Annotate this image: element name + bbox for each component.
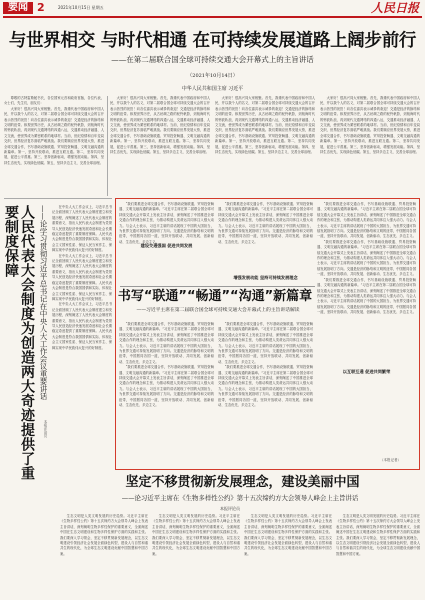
main-article-column-2 [110,96,210,196]
page-number: 2 [37,1,45,14]
main-article-text: 大家好！很高兴同大家相聚。首先，我谨代表中国政府和中国人民，并以我个人的名义，对第二届联合国全球可持续交通大会的召开表示热烈的祝贺！向各位嘉宾表示诚挚的欢迎！交通是经济的脉络和文明的纽带。纵观世界历史，从古丝绸之路的驼铃帆影，到航海时代的劈波斩浪，再到现代交通网络的四通八达，交通推动经济融通、人文交流，使世界成为紧密联系的地球村。当前，世纪疫情和百年变局交织，世界经济复苏面临严峻挑战。我们要顺应世界发展大势，推进全球交通合作，书写基础设施联通、贸易投资畅通、文明交融沟通的新篇章。第一，坚持开放联动，推进互联互通。第二，坚持共同发展，促进公平普惠。第三，坚持创新驱动，增强发展动能。第四，坚持生态优先，实现绿色低碳。第五，坚持多边主义，完善全球治理。 [215,96,315,155]
vertical-article-body [52,205,112,470]
boxed-article-text: “我们要推进全球交通合作，书写基础设施联通、贸易投资畅通、文明交融沟通的新篇章。”习近平主席在第二届联合国全球可持续交通大会开幕式上发表主旨讲话，深刻阐述了中国推进全球交通合作的理念和主张，为推动构建人类命运共同体注入强大动力。与会人士表示，习近平主席的讲话展现了中国的大国担当，为世界交通可持续发展指明了方向。交通是经济的脉络和文明的纽带，中国愿同各国一道，坚持开放联动、共同发展、创新驱动、生态优先、多边主义。 [119,365,214,408]
bottom-article-text: 生态文明是人类文明发展的历史趋势。习近平主席在《生物多样性公约》第十五次缔约方大会领导人峰会上发表主旨讲话，深刻阐明生物多样性保护的重要意义，全面阐述中国在生态文明建设和生物多样性保护方面的实践和主张。我们要深入学习领会，坚定不移贯彻新发展理念，以生态文明建设引领经济社会发展全面绿色转型，建设人与自然和谐共生的现代化，为全球生态文明建设贡献中国智慧和中国方案。 [60,514,148,556]
section-label: 要闻 [3,2,33,14]
header-rule [3,16,422,18]
boxed-title-rule [120,286,315,287]
masthead-logo: 人民日报 [370,1,419,15]
boxed-article-text: “我们要推进全球交通合作，书写基础设施联通、贸易投资畅通、文明交融沟通的新篇章。”习近平主席在第二届联合国全球可持续交通大会开幕式上发表主旨讲话，深刻阐述了中国推进全球交通合作的理念和主张，为推动构建人类命运共同体注入强大动力。与会人士表示，习近平主席的讲话展现了中国的大国担当，为世界交通可持续发展指明了方向。交通是经济的脉络和文明的纽带，中国愿同各国一道，坚持开放联动、共同发展、创新驱动、生态优先、多边主义。 [119,202,214,244]
boxed-article-text: “我们要推进全球交通合作，书写基础设施联通、贸易投资畅通、文明交融沟通的新篇章。”习近平主席在第二届联合国全球可持续交通大会开幕式上发表主旨讲话，深刻阐述了中国推进全球交通合作的理念和主张，为推动构建人类命运共同体注入强大动力。与会人士表示，习近平主席的讲话展现了中国的大国担当，为世界交通可持续发展指明了方向。交通是经济的脉络和文明的纽带，中国愿同各国一道，坚持开放联动、共同发展、创新驱动、生态优先、多边主义。 [218,365,313,408]
vertical-article-text: 在中央人大工作会议上，习近平总书记全面回顾了人民代表大会制度建立和发展历程，深刻阐述了人民代表大会制度的重要意义，指出人民代表大会制度为党领导人民创造经济快速发展奇迹和社会长期稳定奇迹提供了重要制度保障。人民代表大会制度是符合我国国情和实际、体现社会主义国家性质、保证人民当家作主、保障实现中华民族伟大复兴的好制度。 [52,302,112,350]
boxed-article-text: “我们要推进全球交通合作，书写基础设施联通、贸易投资畅通、文明交融沟通的新篇章。”习近平主席在第二届联合国全球可持续交通大会开幕式上发表主旨讲话，深刻阐述了中国推进全球交通合作的理念和主张，为推动构建人类命运共同体注入强大动力。与会人士表示，习近平主席的讲话展现了中国的大国担当，为世界交通可持续发展指明了方向。交通是经济的脉络和文明的纽带，中国愿同各国一道，坚持开放联动、共同发展、创新驱动、生态优先、多边主义。 [317,277,416,315]
vertical-article-text: 在中央人大工作会议上，习近平总书记全面回顾了人民代表大会制度建立和发展历程，深刻阐述了人民代表大会制度的重要意义，指出人民代表大会制度为党领导人民创造经济快速发展奇迹和社会长期稳定奇迹提供了重要制度保障。人民代表大会制度是符合我国国情和实际、体现社会主义国家性质、保证人民当家作主、保障实现中华民族伟大复兴的好制度。 [52,205,112,253]
main-subtitle: ——在第二届联合国全球可持续交通大会开幕式上的主旨讲话 [111,55,314,64]
main-article-column-4 [320,96,420,196]
bottom-subtitle: ——论习近平主席在《生物多样性公约》第十五次缔约方大会领导人峰会上主旨讲话 [121,494,359,502]
section-divider [4,198,112,199]
main-article-greeting: 尊敬的古特雷斯秘书长，各位国家元首和政府首脑，各位代表，女士们，先生们，朋友们： [4,96,104,106]
bottom-article-text: 生态文明是人类文明发展的历史趋势。习近平主席在《生物多样性公约》第十五次缔约方大会领导人峰会上发表主旨讲话，深刻阐明生物多样性保护的重要意义，全面阐述中国在生态文明建设和生物多样性保护方面的实践和主张。我们要深入学习领会，坚定不移贯彻新发展理念，以生态文明建设引领经济社会发展全面绿色转型，建设人与自然和谐共生的现代化，为全球生态文明建设贡献中国智慧和中国方案。 [244,514,332,556]
main-article-column-3 [215,96,315,196]
main-article-text: 大家好！很高兴同大家相聚。首先，我谨代表中国政府和中国人民，并以我个人的名义，对第二届联合国全球可持续交通大会的召开表示热烈的祝贺！向各位嘉宾表示诚挚的欢迎！交通是经济的脉络和文明的纽带。纵观世界历史，从古丝绸之路的驼铃帆影，到航海时代的劈波斩浪，再到现代交通网络的四通八达，交通推动经济融通、人文交流，使世界成为紧密联系的地球村。当前，世纪疫情和百年变局交织，世界经济复苏面临严峻挑战。我们要顺应世界发展大势，推进全球交通合作，书写基础设施联通、贸易投资畅通、文明交融沟通的新篇章。第一，坚持开放联动，推进互联互通。第二，坚持共同发展，促进公平普惠。第三，坚持创新驱动，增强发展动能。第四，坚持生态优先，实现绿色低碳。第五，坚持多边主义，完善全球治理。 [110,96,210,155]
vertical-article-text: 在中央人大工作会议上，习近平总书记全面回顾了人民代表大会制度建立和发展历程，深刻阐述了人民代表大会制度的重要意义，指出人民代表大会制度为党领导人民创造经济快速发展奇迹和社会长期稳定奇迹提供了重要制度保障。人民代表大会制度是符合我国国情和实际、体现社会主义国家性质、保证人民当家作主、保障实现中华民族伟大复兴的好制度。 [52,253,112,301]
boxed-article-column-3 [317,202,416,467]
boxed-article-text: “我们要推进全球交通合作，书写基础设施联通、贸易投资畅通、文明交融沟通的新篇章。”习近平主席在第二届联合国全球可持续交通大会开幕式上发表主旨讲话，深刻阐述了中国推进全球交通合作的理念和主张，为推动构建人类命运共同体注入强大动力。与会人士表示，习近平主席的讲话展现了中国的大国担当，为世界交通可持续发展指明了方向。交通是经济的脉络和文明的纽带，中国愿同各国一道，坚持开放联动、共同发展、创新驱动、生态优先、多边主义。 [317,239,416,277]
bottom-byline: 本报评论员 [220,506,240,511]
bottom-article-column-3 [244,514,332,598]
boxed-subtitle: ——习近平主席在第二届联合国全球可持续交通大会开幕式上的主旨讲话解读 [136,308,300,313]
boxed-article-column-4 [119,322,214,466]
main-article-column-1 [4,96,104,196]
boxed-subhead-2: 增强发展动能 坚持可持续发展理念 [233,275,298,280]
boxed-headline: 书写“联通”“畅通”“沟通”新篇章 [117,289,313,304]
column-divider [107,96,108,196]
boxed-article-text: “我们要推进全球交通合作，书写基础设施联通、贸易投资畅通、文明交融沟通的新篇章。”习近平主席在第二届联合国全球可持续交通大会开幕式上发表主旨讲话，深刻阐述了中国推进全球交通合作的理念和主张，为推动构建人类命运共同体注入强大动力。与会人士表示，习近平主席的讲话展现了中国的大国担当，为世界交通可持续发展指明了方向。交通是经济的脉络和文明的纽带，中国愿同各国一道，坚持开放联动、共同发展、创新驱动、生态优先、多边主义。 [218,322,313,364]
main-article-text: 大家好！很高兴同大家相聚。首先，我谨代表中国政府和中国人民，并以我个人的名义，对第二届联合国全球可持续交通大会的召开表示热烈的祝贺！向各位嘉宾表示诚挚的欢迎！交通是经济的脉络和文明的纽带。纵观世界历史，从古丝绸之路的驼铃帆影，到航海时代的劈波斩浪，再到现代交通网络的四通八达，交通推动经济融通、人文交流，使世界成为紧密联系的地球村。当前，世纪疫情和百年变局交织，世界经济复苏面临严峻挑战。我们要顺应世界发展大势，推进全球交通合作，书写基础设施联通、贸易投资畅通、文明交融沟通的新篇章。第一，坚持开放联动，推进互联互通。第二，坚持共同发展，促进公平普惠。第三，坚持创新驱动，增强发展动能。第四，坚持生态优先，实现绿色低碳。第五，坚持多边主义，完善全球治理。 [4,106,104,165]
bottom-article-column-1 [60,514,148,598]
boxed-subhead-1: 建设交通强国 促进共同发展 [140,243,193,248]
bottom-headline: 坚定不移贯彻新发展理念，建设美丽中国 [125,475,360,490]
boxed-article-column-2 [218,202,313,284]
bottom-article-text: 生态文明是人类文明发展的历史趋势。习近平主席在《生物多样性公约》第十五次缔约方大会领导人峰会上发表主旨讲话，深刻阐明生物多样性保护的重要意义，全面阐述中国在生态文明建设和生物多样性保护方面的实践和主张。我们要深入学习领会，坚定不移贯彻新发展理念，以生态文明建设引领经济社会发展全面绿色转型，建设人与自然和谐共生的现代化，为全球生态文明建设贡献中国智慧和中国方案。 [336,514,420,556]
boxed-article-text: “我们要推进全球交通合作，书写基础设施联通、贸易投资畅通、文明交融沟通的新篇章。”习近平主席在第二届联合国全球可持续交通大会开幕式上发表主旨讲话，深刻阐述了中国推进全球交通合作的理念和主张，为推动构建人类命运共同体注入强大动力。与会人士表示，习近平主席的讲话展现了中国的大国担当，为世界交通可持续发展指明了方向。交通是经济的脉络和文明的纽带，中国愿同各国一道，坚持开放联动、共同发展、创新驱动、生态优先、多边主义。 [119,322,214,364]
bottom-article-column-4 [336,514,420,598]
boxed-byline: （本报记者） [380,458,401,462]
boxed-article-text: “我们要推进全球交通合作，书写基础设施联通、贸易投资畅通、文明交融沟通的新篇章。”习近平主席在第二届联合国全球可持续交通大会开幕式上发表主旨讲话，深刻阐述了中国推进全球交通合作的理念和主张，为推动构建人类命运共同体注入强大动力。与会人士表示，习近平主席的讲话展现了中国的大国担当，为世界交通可持续发展指明了方向。交通是经济的脉络和文明的纽带，中国愿同各国一道，坚持开放联动、共同发展、创新驱动、生态优先、多边主义。 [317,202,416,239]
vertical-headline: 人民代表大会制度为创造两大奇迹提供了重要制度保障 [3,205,35,481]
boxed-article-column-5 [218,322,313,466]
date-line: 2021年10月15日 星期五 [58,5,104,10]
main-headline: 与世界相交 与时代相通 在可持续发展道路上阔步前行 [8,31,417,51]
speech-author: 中华人民共和国主席 习近平 [181,86,244,92]
bottom-article-text: 生态文明是人类文明发展的历史趋势。习近平主席在《生物多样性公约》第十五次缔约方大会领导人峰会上发表主旨讲话，深刻阐明生物多样性保护的重要意义，全面阐述中国在生态文明建设和生物多样性保护方面的实践和主张。我们要深入学习领会，坚定不移贯彻新发展理念，以生态文明建设引领经济社会发展全面绿色转型，建设人与自然和谐共生的现代化，为全球生态文明建设贡献中国智慧和中国方案。 [152,514,240,556]
vertical-byline: 本报评论员 [44,420,48,438]
main-article-text: 大家好！很高兴同大家相聚。首先，我谨代表中国政府和中国人民，并以我个人的名义，对第二届联合国全球可持续交通大会的召开表示热烈的祝贺！向各位嘉宾表示诚挚的欢迎！交通是经济的脉络和文明的纽带。纵观世界历史，从古丝绸之路的驼铃帆影，到航海时代的劈波斩浪，再到现代交通网络的四通八达，交通推动经济融通、人文交流，使世界成为紧密联系的地球村。当前，世纪疫情和百年变局交织，世界经济复苏面临严峻挑战。我们要顺应世界发展大势，推进全球交通合作，书写基础设施联通、贸易投资畅通、文明交融沟通的新篇章。第一，坚持开放联动，推进互联互通。第二，坚持共同发展，促进公平普惠。第三，坚持创新驱动，增强发展动能。第四，坚持生态优先，实现绿色低碳。第五，坚持多边主义，完善全球治理。 [320,96,420,155]
vertical-subtitle: ——论学习贯彻习近平总书记在中央人大工作会议重要讲话 [39,205,48,400]
speech-date: （2021年10月14日） [187,73,238,79]
bottom-article-column-2 [152,514,240,598]
boxed-subhead-3: 以互联互通 促进共同繁荣 [342,369,391,374]
boxed-article-text: “我们要推进全球交通合作，书写基础设施联通、贸易投资畅通、文明交融沟通的新篇章。”习近平主席在第二届联合国全球可持续交通大会开幕式上发表主旨讲话，深刻阐述了中国推进全球交通合作的理念和主张，为推动构建人类命运共同体注入强大动力。与会人士表示，习近平主席的讲话展现了中国的大国担当，为世界交通可持续发展指明了方向。交通是经济的脉络和文明的纽带，中国愿同各国一道，坚持开放联动、共同发展、创新驱动、生态优先、多边主义。 [218,202,313,244]
